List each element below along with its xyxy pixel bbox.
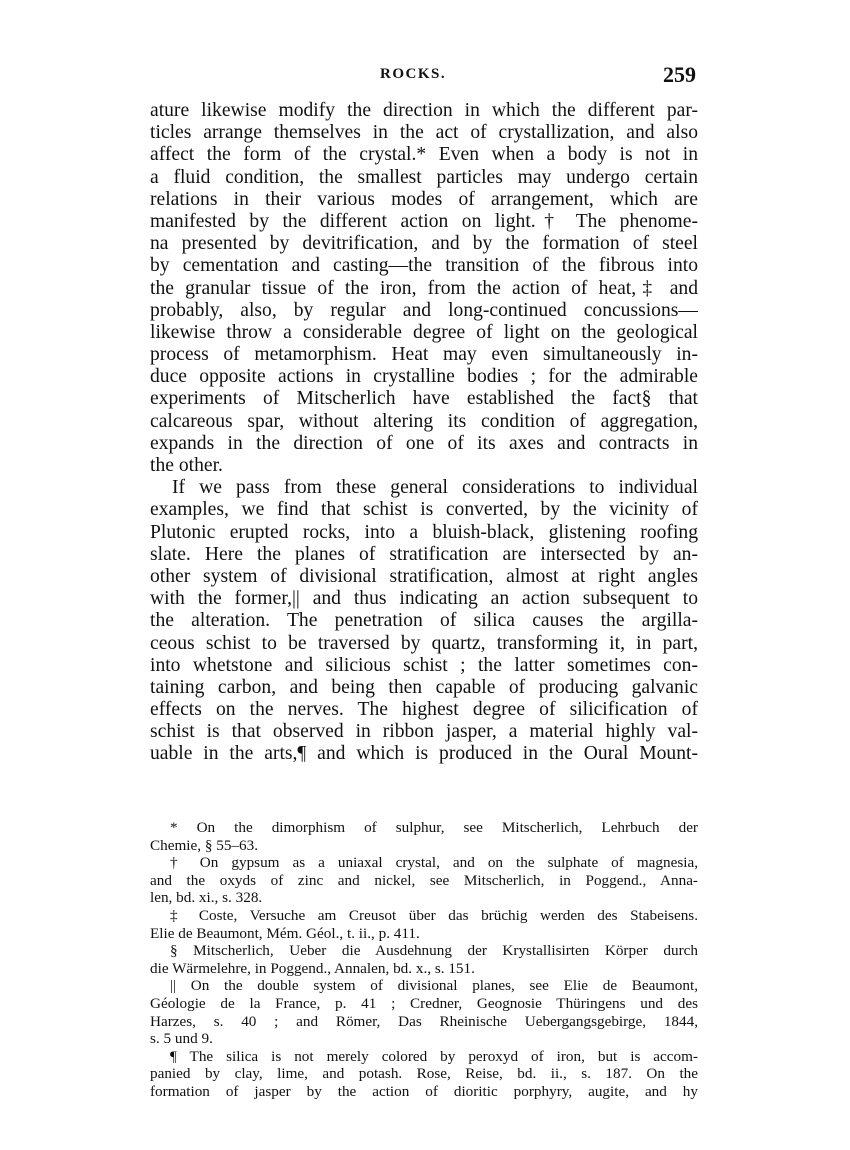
body-line: duce opposite actions in crystalline bodies ; for the admirable (150, 366, 698, 388)
footnote-line: Harzes, s. 40 ; and Römer, Das Rheinische Uebergangsgebirge, 1844, (150, 1012, 698, 1030)
footnote-line: † On gypsum as a uniaxal crystal, and on the sulphate of magnesia, (170, 854, 698, 872)
paragraph-start-line: If we pass from these general considerations to individual (172, 477, 698, 499)
footnote-line: ¶ The silica is not merely colored by peroxyd of iron, but is accom- (170, 1047, 698, 1065)
footnotes (150, 819, 698, 1101)
body-line: with the former,|| and thus indicating an action subsequent to (150, 588, 698, 610)
body-line: the alteration. The penetration of silica causes the argilla- (150, 610, 698, 632)
footnote-line: || On the double system of divisional planes, see Elie de Beaumont, (170, 977, 698, 995)
body-line: a fluid condition, the smallest particles may undergo certain (150, 166, 698, 188)
footnote-line: ‡ Coste, Versuche am Creusot über das brüchig werden des Stabeisens. (170, 906, 698, 924)
footnote-line: Elie de Beaumont, Mém. Géol., t. ii., p. 411. (150, 924, 420, 942)
body-line: relations in their various modes of arrangement, which are (150, 188, 698, 210)
body-line: other system of divisional stratification, almost at right angles (150, 565, 698, 587)
body-line: ticles arrange themselves in the act of crystallization, and also (150, 122, 698, 144)
footnote-line: * On the dimorphism of sulphur, see Mitscherlich, Lehrbuch der (170, 819, 698, 836)
body-line: experiments of Mitscherlich have established the fact§ that (150, 388, 698, 410)
page-header (150, 62, 700, 90)
footnote-line: die Wärmelehre, in Poggend., Annalen, bd. x., s. 151. (150, 959, 475, 977)
body-line: affect the form of the crystal.* Even when a body is not in (150, 144, 698, 166)
body-line: taining carbon, and being then capable of producing galvanic (150, 676, 698, 698)
footnote-line: s. 5 und 9. (150, 1030, 213, 1048)
body-line: effects on the nerves. The highest degree of silicification of (150, 699, 698, 721)
body-line: Plutonic erupted rocks, into a bluish-black, glistening roofing (150, 521, 698, 543)
body-line: calcareous spar, without altering its condition of aggregation, (150, 410, 698, 432)
body-line: slate. Here the planes of stratification are intersected by an- (150, 543, 698, 565)
body-line: likewise throw a considerable degree of light on the geological (150, 321, 698, 343)
body-line: schist is that observed in ribbon jasper, a material highly val- (150, 721, 698, 743)
body-line: probably, also, by regular and long-continued concussions— (150, 299, 698, 321)
footnote-line: Géologie de la France, p. 41 ; Credner, Geognosie Thüringens und des (150, 994, 698, 1012)
page-number: 259 (663, 62, 696, 87)
footnote-line: Chemie, § 55–63. (150, 836, 258, 854)
paragraph-end-line: the other. (150, 455, 223, 476)
running-head: ROCKS. (380, 66, 447, 82)
body-line: expands in the direction of one of its axes and contracts in (150, 432, 698, 454)
footnote-line: formation of jasper by the action of dioritic porphyry, augite, and hy (150, 1082, 698, 1100)
footnote-line: len, bd. xi., s. 328. (150, 889, 263, 907)
body-line: examples, we find that schist is converted, by the vicinity of (150, 499, 698, 521)
body-line: uable in the arts,¶ and which is produced in the Oural Mount- (150, 743, 698, 765)
body-line: na presented by devitrification, and by the formation of steel (150, 233, 698, 255)
body-line: manifested by the different action on light.† The phenome- (150, 210, 698, 232)
body-line: process of metamorphism. Heat may even simultaneously in- (150, 344, 698, 366)
footnote-line: § Mitscherlich, Ueber die Ausdehnung der Krystallisirten Körper durch (170, 942, 698, 960)
footnote-line: panied by clay, lime, and potash. Rose, Reise, bd. ii., s. 187. On the (150, 1065, 698, 1083)
body-text (150, 100, 698, 766)
body-line: by cementation and casting—the transition of the fibrous into (150, 255, 698, 277)
body-line: the granular tissue of the iron, from the action of heat,‡ and (150, 277, 698, 299)
body-line: ature likewise modify the direction in which the different par- (150, 100, 698, 121)
footnote-line: and the oxyds of zinc and nickel, see Mitscherlich, in Poggend., Anna- (150, 871, 698, 889)
body-line: ceous schist to be traversed by quartz, transforming it, in part, (150, 632, 698, 654)
body-line: into whetstone and silicious schist ; the latter sometimes con- (150, 654, 698, 676)
